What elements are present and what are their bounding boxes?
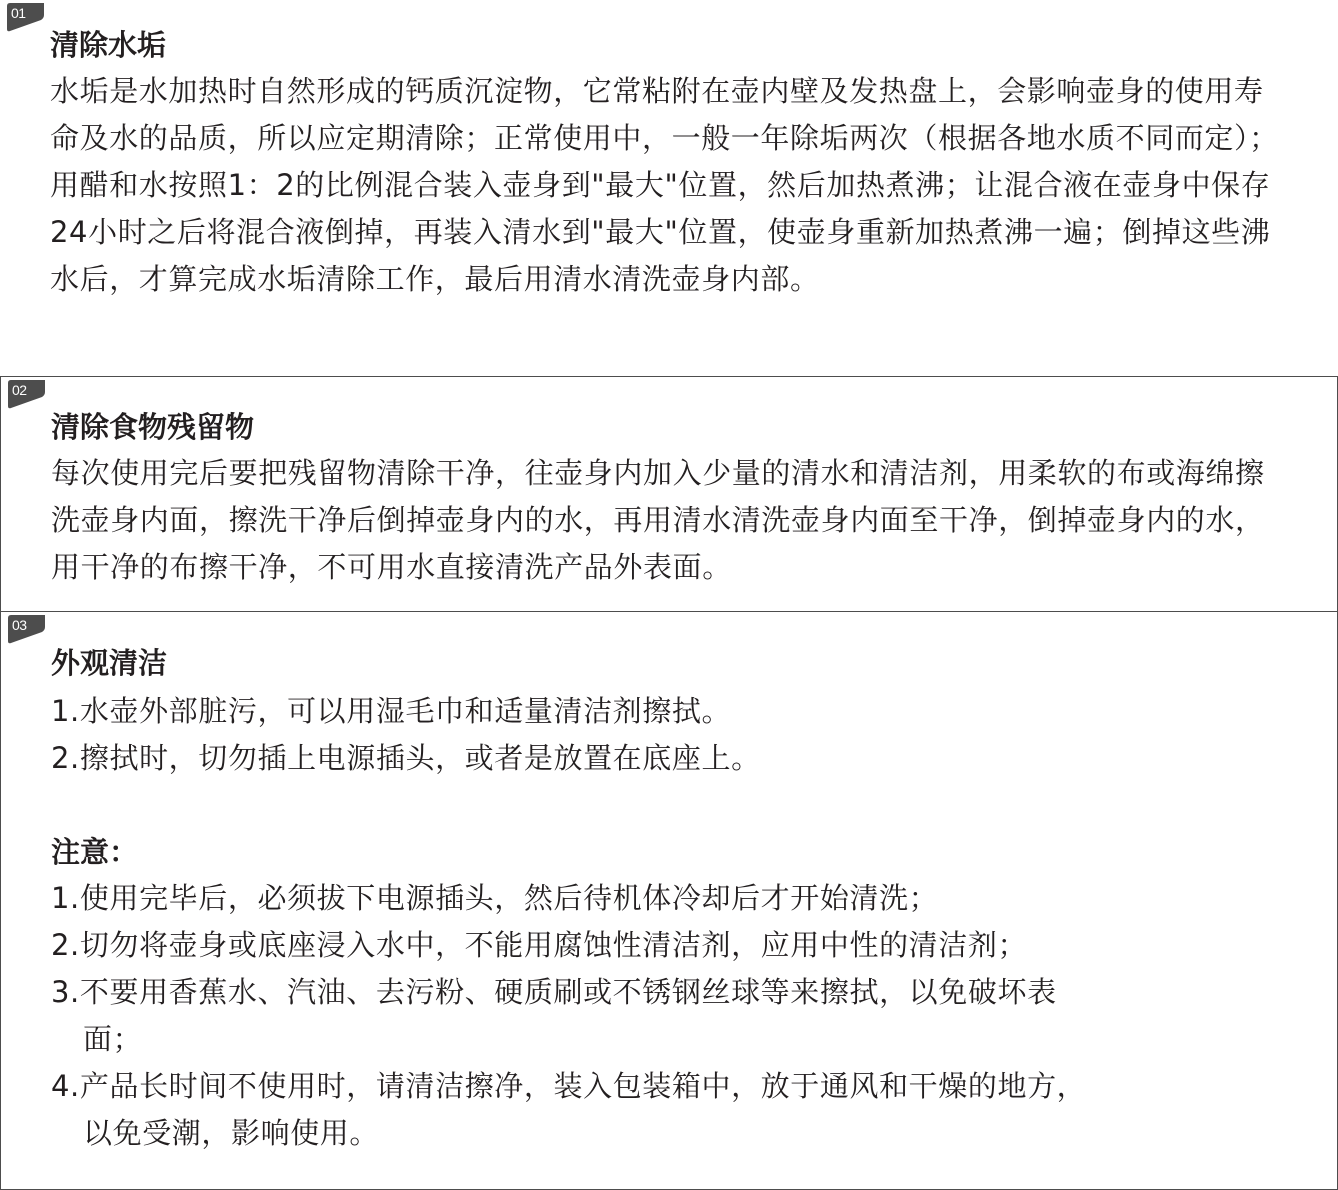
list-item: 1.水壶外部脏污，可以用湿毛巾和适量清洁剂擦拭。 — [51, 694, 732, 728]
section-number-tag — [7, 614, 47, 644]
section-title: 清除水垢 — [50, 28, 167, 62]
note-item-continuation: 以免受潮，影响使用。 — [83, 1116, 380, 1150]
note-item: 2.切勿将壶身或底座浸入水中，不能用腐蚀性清洁剂，应用中性的清洁剂； — [51, 928, 1028, 962]
section-number: 01 — [11, 5, 26, 21]
note-item-continuation: 面； — [83, 1022, 143, 1056]
note-title: 注意： — [51, 835, 139, 869]
section-title: 外观清洁 — [51, 646, 168, 680]
note-item: 3.不要用香蕉水、汽油、去污粉、硬质刷或不锈钢丝球等来擦拭，以免破坏表 — [51, 975, 1057, 1009]
note-item: 1.使用完毕后，必须拔下电源插头，然后待机体冷却后才开始清洗； — [51, 881, 939, 915]
section-number-tag — [7, 379, 47, 409]
section-body: 水垢是水加热时自然形成的钙质沉淀物，它常粘附在壶内壁及发热盘上，会影响壶身的使用寿命及水的品质，所以应定期清除；正常使用中，一般一年除垢两次（根据各地水质不同而定）；用醋和水按照1：2的比例混合装入壶身到"最大"位置，然后加热煮沸；让混合液在壶身中保存24小时之后将混合液倒掉，再装入清水到"最大"位置，使壶身重新加热煮沸一遍；倒掉这些沸水后，才算完成水垢清除工作，最后用清水清洗壶身内部。 — [50, 74, 1279, 296]
section-title: 清除食物残留物 — [51, 410, 255, 444]
section-exterior-cleaning — [0, 611, 1338, 1190]
section-number: 03 — [12, 617, 27, 633]
section-number-tag — [6, 2, 46, 32]
section-descaling — [0, 0, 1338, 376]
section-body: 每次使用完后要把残留物清除干净，往壶身内加入少量的清水和清洁剂，用柔软的布或海绵擦洗壶身内面，擦洗干净后倒掉壶身内的水，再用清水清洗壶身内面至干净，倒掉壶身内的水，用干净的布擦干净，不可用水直接清洗产品外表面。 — [51, 456, 1265, 584]
section-number: 02 — [12, 382, 27, 398]
section-food-residue — [0, 376, 1338, 612]
list-item: 2.擦拭时，切勿插上电源插头，或者是放置在底座上。 — [51, 741, 761, 775]
note-item: 4.产品长时间不使用时，请清洁擦净，装入包装箱中，放于通风和干燥的地方， — [51, 1069, 1087, 1103]
